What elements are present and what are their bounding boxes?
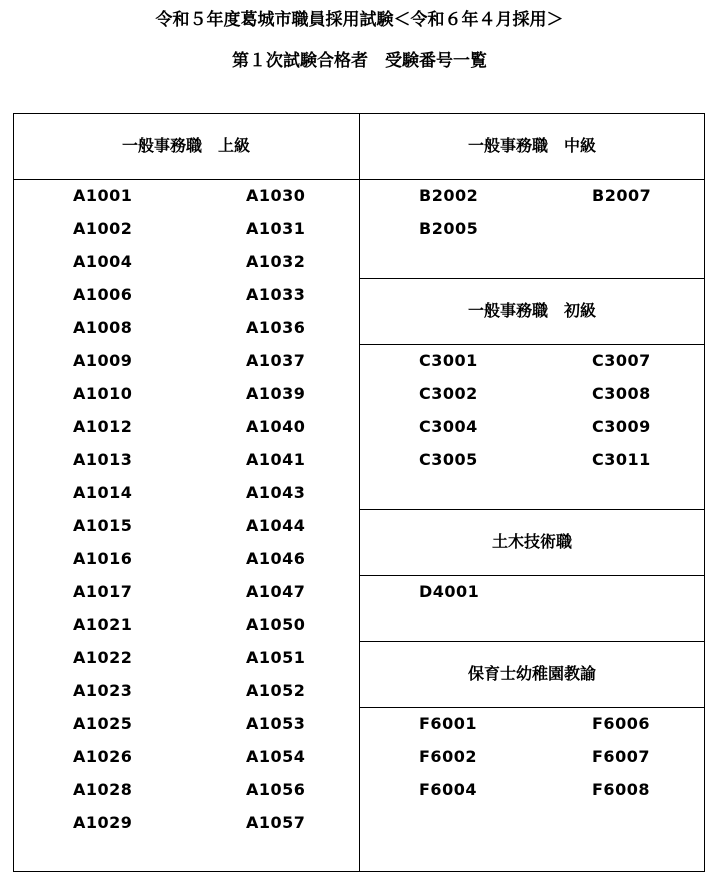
exam-number: A1009	[73, 351, 133, 370]
exam-number: A1022	[73, 648, 133, 667]
exam-number: A1039	[246, 384, 306, 403]
exam-number: A1041	[246, 450, 306, 469]
exam-number: C3009	[592, 417, 651, 436]
exam-number: F6001	[419, 714, 477, 733]
exam-number: A1050	[246, 615, 306, 634]
exam-number: A1026	[73, 747, 133, 766]
category-header-general-middle: 一般事務職 中級	[467, 136, 596, 155]
exam-number: B2002	[419, 186, 479, 205]
exam-number: A1028	[73, 780, 133, 799]
exam-number: A1032	[246, 252, 306, 271]
row-divider	[359, 707, 705, 708]
category-header-civil-engineering: 土木技術職	[491, 532, 572, 551]
exam-number: A1025	[73, 714, 133, 733]
exam-number: A1030	[246, 186, 306, 205]
row-divider	[359, 575, 705, 576]
exam-number: C3008	[592, 384, 651, 403]
exam-number: C3002	[419, 384, 478, 403]
exam-number: A1053	[246, 714, 306, 733]
exam-number: A1010	[73, 384, 133, 403]
column-divider	[359, 113, 360, 872]
exam-number: C3007	[592, 351, 651, 370]
exam-number: C3001	[419, 351, 478, 370]
exam-number: A1046	[246, 549, 306, 568]
exam-number: A1014	[73, 483, 133, 502]
exam-number: F6007	[592, 747, 650, 766]
exam-number: A1006	[73, 285, 133, 304]
exam-number: A1052	[246, 681, 306, 700]
category-header-general-upper: 一般事務職 上級	[121, 136, 250, 155]
exam-number: A1012	[73, 417, 133, 436]
row-divider	[359, 509, 705, 510]
page-title: 令和５年度葛城市職員採用試験＜令和６年４月採用＞	[155, 10, 564, 30]
exam-number: A1015	[73, 516, 133, 535]
exam-number: A1037	[246, 351, 306, 370]
exam-number: A1016	[73, 549, 133, 568]
exam-number: A1036	[246, 318, 306, 337]
exam-number: F6002	[419, 747, 477, 766]
page-subtitle: 第１次試験合格者 受験番号一覧	[232, 51, 487, 71]
row-divider	[359, 344, 705, 345]
exam-number: A1057	[246, 813, 306, 832]
row-divider	[359, 278, 705, 279]
row-divider	[13, 179, 705, 180]
exam-number: A1031	[246, 219, 306, 238]
exam-number: C3011	[592, 450, 651, 469]
exam-number: D4001	[419, 582, 480, 601]
category-header-childcare-teacher: 保育士幼稚園教諭	[467, 664, 596, 683]
exam-number: A1040	[246, 417, 306, 436]
exam-number: A1023	[73, 681, 133, 700]
exam-number: A1013	[73, 450, 133, 469]
exam-number: A1002	[73, 219, 133, 238]
exam-number: F6006	[592, 714, 650, 733]
exam-number: B2007	[592, 186, 652, 205]
row-divider	[359, 641, 705, 642]
exam-number: A1054	[246, 747, 306, 766]
exam-number: A1029	[73, 813, 133, 832]
exam-number: F6004	[419, 780, 477, 799]
exam-number: A1004	[73, 252, 133, 271]
exam-number: A1044	[246, 516, 306, 535]
exam-number: B2005	[419, 219, 479, 238]
exam-number: F6008	[592, 780, 650, 799]
exam-number: A1051	[246, 648, 306, 667]
exam-number: A1033	[246, 285, 306, 304]
category-header-general-junior: 一般事務職 初級	[467, 301, 596, 320]
exam-number: A1008	[73, 318, 133, 337]
exam-number: A1021	[73, 615, 133, 634]
exam-number: C3004	[419, 417, 478, 436]
exam-number: A1017	[73, 582, 133, 601]
exam-number: A1047	[246, 582, 306, 601]
exam-number: A1056	[246, 780, 306, 799]
exam-number: A1043	[246, 483, 306, 502]
exam-number: C3005	[419, 450, 478, 469]
exam-number: A1001	[73, 186, 133, 205]
